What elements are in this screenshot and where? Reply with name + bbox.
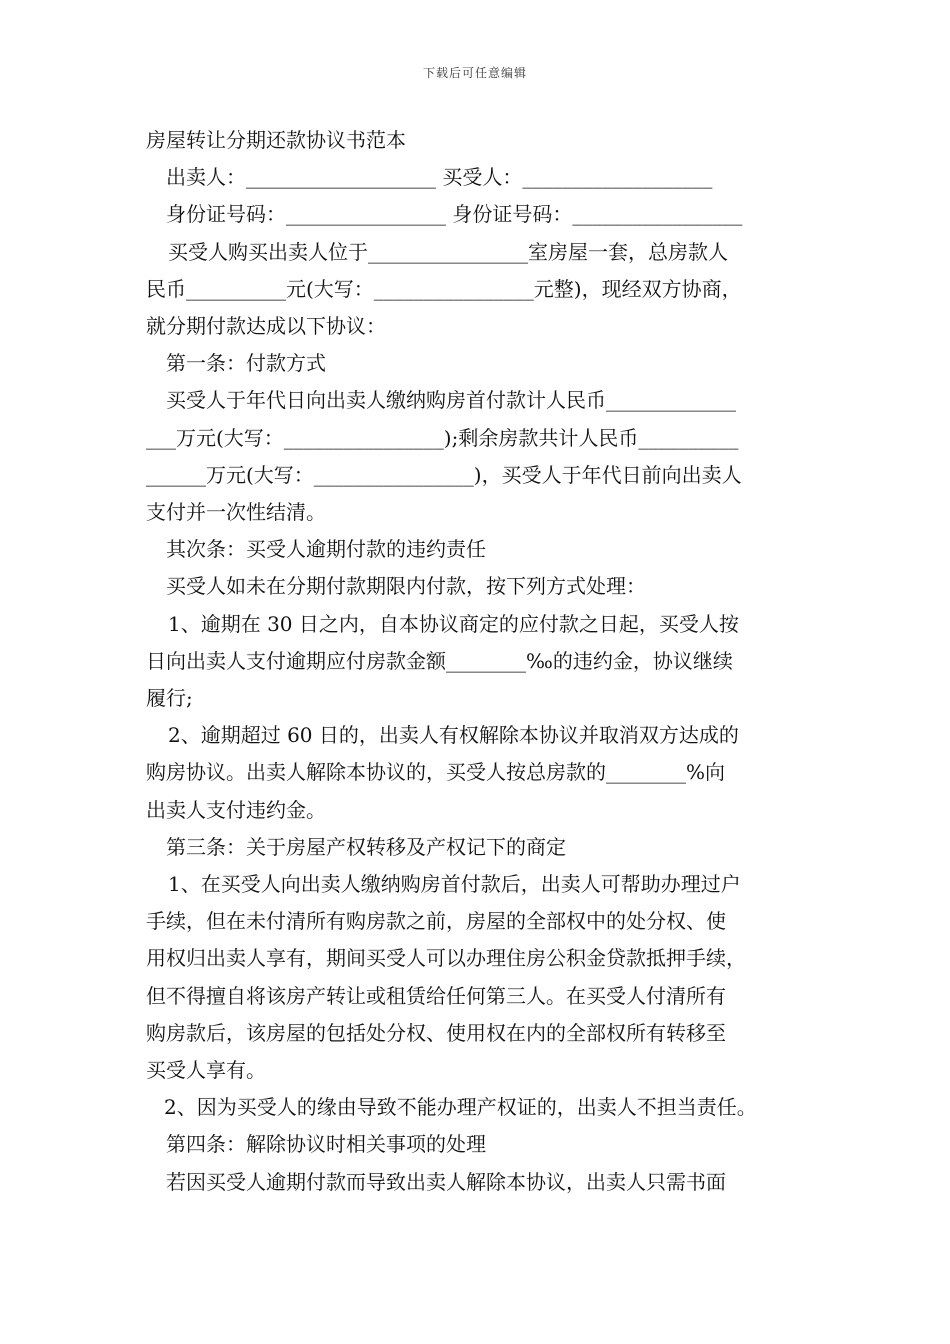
paragraph-line: 购房款后，该房屋的包括处分权、使用权在内的全部权所有转移至 [146, 1020, 726, 1045]
document-body [146, 122, 810, 1201]
list-item: 2、因为买受人的缘由导致不能办理产权证的，出卖人不担当责任。 [164, 1095, 757, 1120]
list-item: 1、在买受人向出卖人缴纳购房首付款后，出卖人可帮助办理过户 [168, 872, 741, 897]
paragraph-line: 买受人享有。 [146, 1058, 266, 1083]
document-title: 房屋转让分期还款协议书范本 [146, 128, 406, 152]
list-item: 2、逾期超过 60 日的，出卖人有权解除本协议并取消双方达成的 [168, 723, 739, 748]
paragraph-line: 履行; [146, 686, 193, 711]
header-note: 下载后可任意编辑 [422, 66, 527, 80]
paragraph-line: 但不得擅自将该房产转让或租赁给任何第三人。在买受人付清所有 [146, 983, 726, 1008]
paragraph-line: ______万元(大写：________________)，买受人于年代日前向出卖人 [146, 462, 742, 487]
clause-heading: 第三条：关于房屋产权转移及产权记下的商定 [166, 834, 566, 859]
paragraph-line: 买受人于年代日向出卖人缴纳购房首付款计人民币_____________ [166, 388, 736, 413]
clause-heading: 第四条：解除协议时相关事项的处理 [166, 1132, 486, 1157]
seller-buyer-line: 出卖人：___________________ 买受人：___________________ [166, 165, 713, 190]
paragraph-line: 购房协议。出卖人解除本协议的，买受人按总房款的________%向 [146, 760, 726, 785]
paragraph-line: 出卖人支付违约金。 [146, 797, 326, 822]
paragraph-line: 买受人购买出卖人位于________________室房屋一套，总房款人 [168, 239, 728, 264]
paragraph-line: 手续，但在未付清所有购房款之前，房屋的全部权中的处分权、使 [146, 909, 726, 934]
clause-heading: 第一条：付款方式 [166, 351, 326, 376]
paragraph-line: 用权归出卖人享有，期间买受人可以办理住房公积金贷款抵押手续， [146, 946, 746, 971]
paragraph-line: 就分期付款达成以下协议： [146, 314, 386, 339]
paragraph-line: 支付并一次性结清。 [146, 500, 326, 525]
paragraph-line: ___万元(大写：________________);剩余房款共计人民币__________ [146, 425, 739, 450]
clause-heading: 其次条：买受人逾期付款的违约责任 [166, 537, 486, 562]
list-item: 1、逾期在 30 日之内，自本协议商定的应付款之日起，买受人按 [168, 611, 739, 636]
id-number-line: 身份证号码：________________ 身份证号码：_________________ [166, 202, 743, 227]
paragraph-line: 民币__________元(大写：________________元整)，现经双方协商， [146, 276, 742, 301]
paragraph-line: 日向出卖人支付逾期应付房款金额________‰的违约金，协议继续 [146, 648, 733, 673]
paragraph-line: 若因买受人逾期付款而导致出卖人解除本协议，出卖人只需书面 [166, 1169, 726, 1194]
paragraph-line: 买受人如未在分期付款期限内付款，按下列方式处理： [166, 574, 646, 599]
